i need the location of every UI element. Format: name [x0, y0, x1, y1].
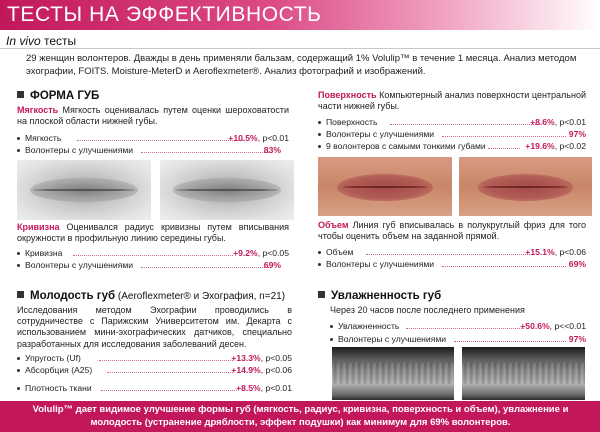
surface-paragraph: [318, 90, 586, 112]
section-subtitle: [6, 34, 76, 48]
stat-percent: +8.6%: [530, 117, 555, 127]
stat-percent: 69%: [263, 260, 281, 270]
stat-percent: +10.5%: [228, 133, 258, 143]
stat-p-value: , p<0.01: [260, 383, 292, 393]
square-bullet-icon: [17, 91, 24, 98]
summary-banner: [0, 401, 600, 432]
lip-color-photo-before: [318, 157, 452, 216]
hydration-paragraph: Через 20 часов после последнего применения: [330, 305, 525, 315]
stat-label: Волонтеры с улучшениями: [326, 129, 435, 139]
stat-value: [525, 141, 586, 151]
surface-keyword: Поверхность: [318, 90, 377, 100]
stat-percent: +15.1%: [525, 247, 555, 257]
curvature-paragraph: [17, 222, 289, 244]
stat-row: [318, 128, 586, 140]
stat-label: Объем: [326, 247, 354, 257]
stat-p-value: , p<0.05: [257, 248, 289, 258]
title-bar: [0, 0, 600, 30]
echography-image-before: [332, 347, 454, 400]
dotted-leader: [107, 372, 233, 373]
bullet-dot-icon: [17, 387, 20, 390]
square-bullet-icon: [17, 291, 24, 298]
dotted-leader: [406, 328, 524, 329]
subtitle-divider: [0, 48, 600, 49]
bullet-dot-icon: [17, 252, 20, 255]
dotted-leader: [442, 266, 566, 267]
stat-value: [569, 129, 586, 139]
stat-row: [17, 144, 289, 156]
lip-shape-title: [17, 90, 99, 102]
volume-keyword: Объем: [318, 220, 349, 230]
bullet-dot-icon: [318, 145, 321, 148]
bullet-dot-icon: [17, 137, 20, 140]
summary-text: Volulip™ дает видимое улучшение формы губ (мягкость, радиус, кривизна, поверхность и объем), увлажнение и молодость (устранение дряблости, эффект подушки) как минимум для 69% волонтеров.: [32, 404, 569, 428]
stat-percent: +14.9%: [231, 365, 261, 375]
stat-p-value: , p<0.01: [257, 133, 289, 143]
stat-p-value: , p<0.06: [554, 247, 586, 257]
subtitle-rest: тесты: [40, 34, 77, 48]
curvature-keyword: Кривизна: [17, 222, 60, 232]
stat-label: Волонтеры с улучшениями: [326, 259, 435, 269]
square-bullet-icon: [318, 291, 325, 298]
smoothness-text: Мягкость оценивалась путем оценки шероховатости на плоской области нижней губы.: [17, 105, 289, 127]
page-title: ТЕСТЫ НА ЭФФЕКТИВНОСТЬ: [7, 3, 322, 26]
stat-row: [17, 259, 289, 271]
curvature-text: Оценивался радиус кривизны путем вписывания окружности в профильную линию середины губы.: [17, 222, 289, 244]
stat-label: Кривизна: [25, 248, 63, 258]
stat-p-value: , p<0.01: [554, 117, 586, 127]
bullet-dot-icon: [318, 251, 321, 254]
bullet-dot-icon: [330, 325, 333, 328]
dotted-leader: [141, 267, 269, 268]
stat-row: [318, 246, 586, 258]
lip-youth-title-sub: (Aeroflexmeter® и Эхография, n=21): [115, 291, 286, 302]
stat-percent: 83%: [263, 145, 281, 155]
dotted-leader: [73, 255, 233, 256]
stat-row: [17, 247, 289, 259]
lip-photo-after: [160, 160, 294, 220]
lip-youth-title-text: Молодость губ: [30, 290, 116, 302]
bullet-dot-icon: [318, 121, 321, 124]
stat-row: [330, 320, 586, 332]
lip-shape-title-text: ФОРМА ГУБ: [30, 90, 100, 102]
stat-p-value: , p<0.02: [554, 141, 586, 151]
stat-label: 9 волонтеров с самыми тонкими губами: [326, 141, 486, 151]
stat-value: [228, 133, 289, 143]
dotted-leader: [390, 124, 540, 125]
stat-label: Поверхность: [326, 117, 378, 127]
stat-percent: 97%: [568, 334, 586, 344]
stat-p-value: , p<0.05: [260, 353, 292, 363]
stat-value: [231, 353, 292, 363]
dotted-leader: [454, 341, 566, 342]
lip-youth-title: [17, 290, 285, 302]
dotted-leader: [442, 136, 566, 137]
intro-text: 29 женщин волонтеров. Дважды в день применяли бальзам, содержащий 1% Volulip™ в течение 1 месяца. Анализ методом эхографии, FOITS. Moisture-MeterD и Aeroflexmeter®. Анализ фотографий и изображений.: [26, 53, 577, 77]
stat-label: Волонтеры с улучшениями: [338, 334, 447, 344]
stat-percent: +19.6%: [525, 141, 555, 151]
subtitle-italic: In vivo: [6, 34, 41, 48]
bullet-dot-icon: [330, 338, 333, 341]
bullet-dot-icon: [17, 264, 20, 267]
stat-row: [330, 333, 586, 345]
stat-value: [233, 248, 289, 258]
stat-value: [236, 383, 292, 393]
youth-paragraph: Исследования методом Эхографии проводились в сотрудничестве с Парижским Университетом им. Декарта с использованием мини-эхографических датчиков, специально разработанных для исследования заболеваний десен.: [17, 305, 292, 349]
volume-paragraph: [318, 220, 586, 242]
stat-value: [264, 260, 281, 270]
smoothness-keyword: Мягкость: [17, 105, 59, 115]
lip-photo-before: [17, 160, 151, 220]
lip-color-photo-after: [459, 157, 592, 216]
dotted-leader: [77, 140, 245, 141]
stat-percent: 97%: [568, 129, 586, 139]
stat-percent: +13.3%: [231, 353, 261, 363]
stat-label: Увлажненность: [338, 321, 400, 331]
stat-label: Плотность ткани: [25, 383, 92, 393]
echography-image-after: [462, 347, 585, 400]
stat-label: Волонтеры с улучшениями: [25, 260, 134, 270]
stat-row: [318, 116, 586, 128]
stat-percent: +8.5%: [236, 383, 261, 393]
bullet-dot-icon: [318, 263, 321, 266]
surface-text: Компьютерный анализ поверхности центральной части нижней губы.: [318, 90, 586, 112]
dotted-leader: [141, 152, 269, 153]
bullet-dot-icon: [318, 133, 321, 136]
stat-label: Упругость (Uf): [25, 353, 81, 363]
stat-row: [17, 132, 289, 144]
stat-label: Волонтеры с улучшениями: [25, 145, 134, 155]
stat-value: [530, 117, 586, 127]
lip-hydration-title: [318, 290, 441, 302]
stat-p-value: , p<0.06: [260, 365, 292, 375]
bullet-dot-icon: [17, 369, 20, 372]
stat-row: [17, 352, 292, 364]
stat-value: [231, 365, 292, 375]
bullet-dot-icon: [17, 357, 20, 360]
stat-value: [569, 334, 586, 344]
dotted-leader: [488, 148, 520, 149]
volume-text: Линия губ вписывалась в полукруглый фриз для того чтобы оценить объем на заданной прямой.: [318, 220, 586, 242]
stat-row: [318, 140, 586, 152]
lip-hydration-title-text: Увлажненность губ: [331, 290, 442, 302]
stat-row: [318, 258, 586, 270]
stat-row: [17, 382, 292, 394]
stat-value: [569, 259, 586, 269]
stat-value: [264, 145, 281, 155]
bullet-dot-icon: [17, 149, 20, 152]
stat-value: [520, 321, 586, 331]
dotted-leader: [99, 360, 233, 361]
stat-value: [525, 247, 586, 257]
smoothness-paragraph: [17, 105, 289, 127]
dotted-leader: [366, 254, 534, 255]
stat-percent: 69%: [568, 259, 586, 269]
stat-row: [17, 364, 292, 376]
stat-percent: +9.2%: [233, 248, 258, 258]
stat-label: Абсорбция (A25): [25, 365, 93, 375]
stat-p-value: , p<<0.01: [549, 321, 586, 331]
stat-label: Мягкость: [25, 133, 62, 143]
dotted-leader: [101, 390, 237, 391]
stat-percent: +50.6%: [520, 321, 550, 331]
